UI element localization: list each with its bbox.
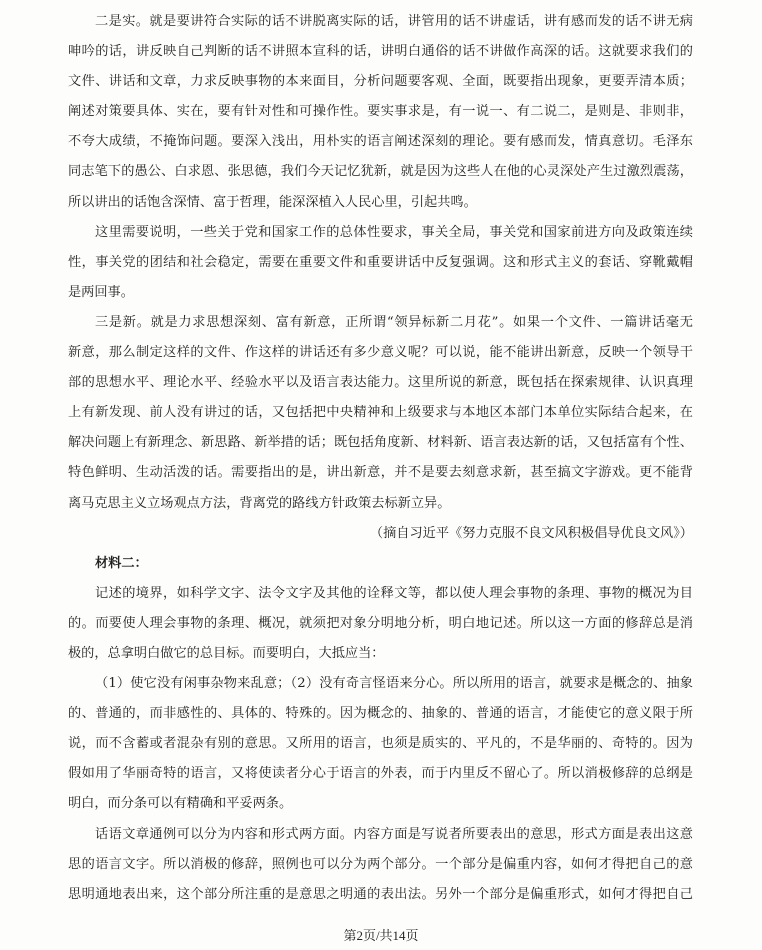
text-line: 是两回事。 — [68, 284, 134, 300]
document-body — [68, 7, 693, 910]
text-line: 解决问题上有新理念、新思路、新举措的话；既包括角度新、材料新、语言表达新的话，又包括富有个性、 — [68, 435, 693, 451]
paragraph — [68, 579, 693, 669]
text-line: 说，而不含蓄或者混杂有别的意思。又所用的语言，也须是质实的、平凡的，不是华丽的、奇特的。因为 — [68, 736, 693, 752]
text-line: 这里需要说明，一些关于党和国家工作的总体性要求，事关全局，事关党和国家前进方向及政策连续 — [95, 224, 693, 240]
text-line: 特色鲜明、生动活泼的话。需要指出的是，讲出新意，并不是要去刻意求新，甚至搞文字游戏。更不能背 — [68, 465, 693, 481]
text-line: 不夸大成绩，不掩饰问题。要深入浅出，用朴实的语言阐述深刻的理论。要有感而发，情真意切。毛泽东 — [68, 134, 693, 150]
paragraph — [68, 669, 693, 819]
text-line: 的、普通的，而非感性的、具体的、特殊的。因为概念的、抽象的、普通的语言，才能使它的意义限于所 — [68, 706, 693, 722]
paragraph — [68, 7, 693, 218]
text-line: 极的，总拿明白做它的总目标。而要明白，大抵应当： — [68, 645, 385, 661]
text-line: 思明通地表出来，这个部分所注重的是意思之明通的表出法。另外一个部分是偏重形式，如何才得把自己 — [68, 886, 693, 902]
text-line: 同志笔下的愚公、白求恩、张思德，我们今天记忆犹新，就是因为这些人在他的心灵深处产生过激烈震荡， — [68, 164, 693, 180]
text-line: 所以讲出的话饱含深情、富于哲理，能深深植入人民心里，引起共鸣。 — [68, 194, 477, 210]
text-line: 明白，而分条可以有精确和平妥两条。 — [68, 796, 293, 812]
text-line: 离马克思主义立场观点方法，背离党的路线方针政策去标新立异。 — [68, 495, 451, 511]
text-line: 假如用了华丽奇特的语言，又将使读者分心于语言的外表，而于内里反不留心了。所以消极修辞的总纲是 — [68, 766, 693, 782]
text-line: 部的思想水平、理论水平、经验水平以及语言表达能力。这里所说的新意，既包括在探索规律、认识真理 — [68, 375, 693, 391]
paragraph — [68, 218, 693, 308]
text-line: 二是实。就是要讲符合实际的话不讲脱离实际的话，讲管用的话不讲虚话，讲有感而发的话不讲无病 — [95, 14, 693, 29]
paragraph — [68, 308, 693, 519]
citation — [68, 519, 693, 549]
text-line: 话语文章通例可以分为内容和形式两方面。内容方面是写说者所要表出的意思，形式方面是表出这意 — [95, 826, 693, 842]
paragraph — [68, 820, 693, 910]
text-line: 阐述对策要具体、实在，要有针对性和可操作性。要实事求是，有一说一、有二说二，是则是、非则非， — [68, 104, 693, 120]
text-line: 材料二： — [95, 555, 148, 571]
text-line: 性，事关党的团结和社会稳定，需要在重要文件和重要讲话中反复强调。这和形式主义的套话、穿靴戴帽 — [68, 254, 693, 270]
text-line: 思的语言文字。所以消极的修辞，照例也可以分为两个部分。一个部分是偏重内容，如何才得把自己的意 — [68, 856, 693, 872]
text-line: （1）使它没有闲事杂物来乱意；（2）没有奇言怪语来分心。所以所用的语言，就要求是概念的、抽象 — [95, 676, 693, 692]
page-number-footer: 第2页/共14页 — [343, 928, 419, 943]
text-line: 新意，那么制定这样的文件、作这样的讲话还有多少意义呢？可以说，能不能讲出新意，反映一个领导干 — [68, 345, 693, 361]
text-line: （摘自习近平《努力克服不良文风积极倡导优良文风》） — [369, 525, 693, 541]
text-line: 呻吟的话，讲反映自己判断的话不讲照本宣科的话，讲明白通俗的话不讲做作高深的话。这就要求我们的 — [68, 44, 693, 60]
text-line: 记述的境界，如科学文字、法令文字及其他的诠释文等，都以使人理会事物的条理、事物的概况为目 — [95, 585, 693, 601]
text-line: 文件、讲话和文章，力求反映事物的本来面目，分析问题要客观、全面，既要指出现象，更要弄清本质； — [68, 74, 693, 90]
text-line: 上有新发现、前人没有讲过的话，又包括把中央精神和上级要求与本地区本部门本单位实际结合起来，在 — [68, 405, 693, 421]
text-line: 三是新。就是力求思想深刻、富有新意，正所谓“领异标新二月花”。如果一个文件、一篇讲话毫无 — [95, 314, 693, 330]
section-heading — [68, 549, 693, 579]
text-line: 的。而要使人理会事物的条理、概况，就须把对象分明地分析，明白地记述。所以这一方面的修辞总是消 — [68, 615, 693, 631]
